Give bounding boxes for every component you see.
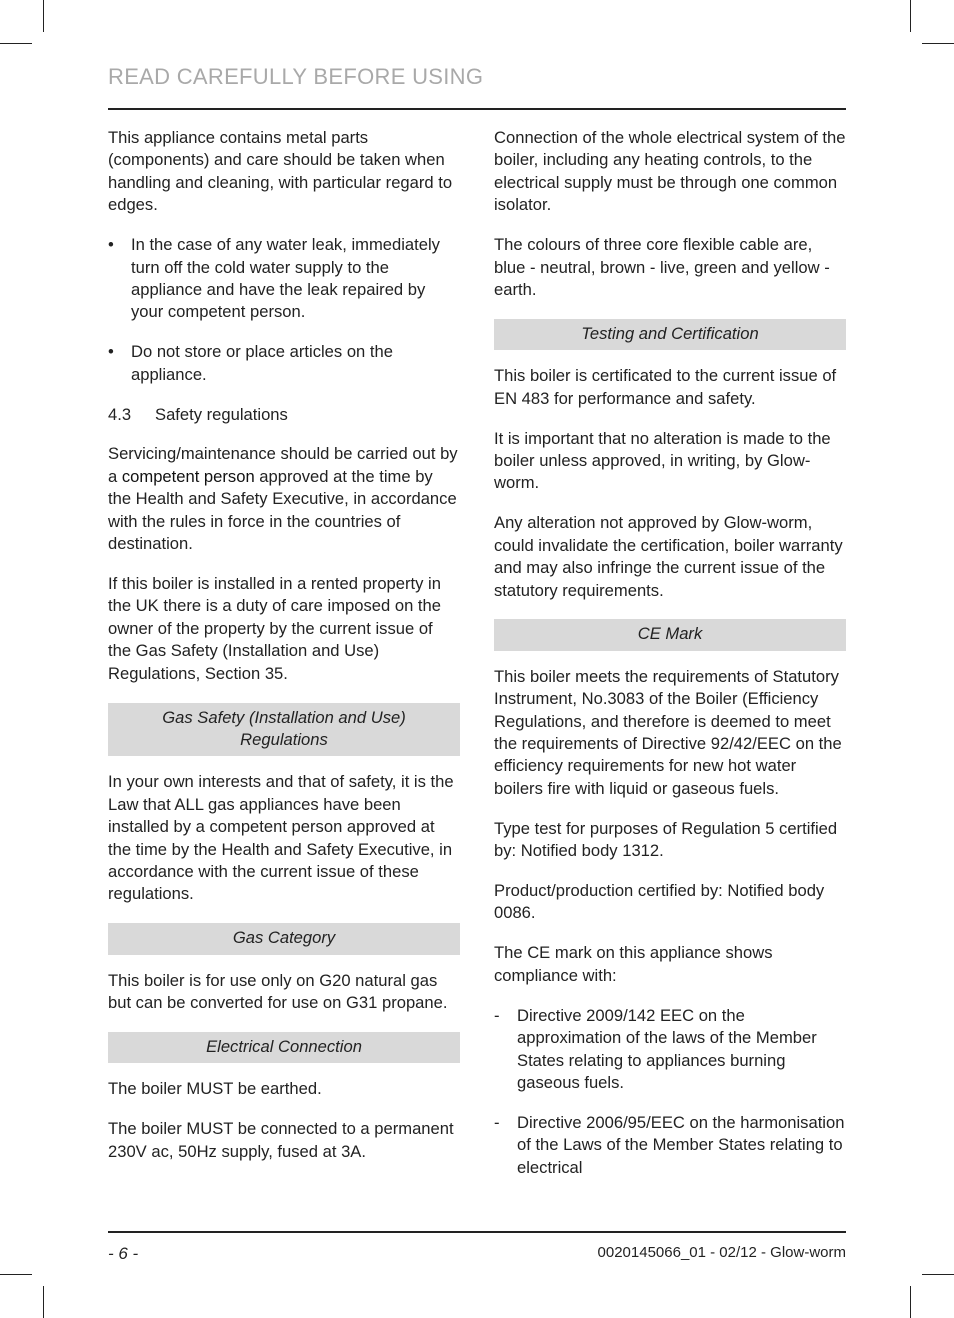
- dash-mark: -: [494, 1112, 500, 1132]
- crop-mark: [43, 0, 44, 32]
- certificated-paragraph: This boiler is certificated to the current issue of EN 483 for performance and safety.: [494, 366, 837, 408]
- list-item: [494, 1112, 846, 1179]
- competent-person-emphasis: competent person: [121, 466, 255, 486]
- rented-property-paragraph: If this boiler is installed in a rented property in the UK there is a duty of care imposed on the owner of the property by the current issue of the Gas Safety (Installation and Use) Regulations, Section 35.: [108, 574, 441, 683]
- crop-mark: [43, 1286, 44, 1318]
- earthed-paragraph: The boiler MUST be earthed.: [108, 1079, 322, 1099]
- bullet-mark: •: [108, 342, 114, 362]
- alteration-paragraph: It is important that no alteration is made to the boiler unless approved, in writing, by Glow-worm.: [494, 428, 831, 493]
- crop-mark: [0, 43, 32, 44]
- directive-text: Directive 2009/142 EEC on the approximation of the laws of the Member States relating to appliances burning gaseous fuels.: [517, 1005, 817, 1092]
- gas-safety-heading-line2: Regulations: [240, 729, 328, 749]
- intro-paragraph: This appliance contains metal parts (components) and care should be taken when handling and cleaning, with particular regard to edges.: [108, 128, 453, 215]
- gas-safety-heading-band: [108, 703, 460, 757]
- list-item: [108, 234, 460, 324]
- ce-compliance-paragraph: The CE mark on this appliance shows compliance with:: [494, 943, 773, 985]
- page-header-title: READ CAREFULLY BEFORE USING: [108, 64, 484, 89]
- gas-category-heading-band: Gas Category: [108, 923, 460, 954]
- isolator-paragraph: Connection of the whole electrical system of the boiler, including any heating controls, to the electrical supply must be through one common isolator.: [494, 128, 846, 215]
- gas-safety-heading-line1: Gas Safety (Installation and Use): [162, 707, 406, 727]
- servicing-text-end: approved at the time by the Health and Safety Executive, in accordance with the rules in force in the countries of destination.: [108, 466, 457, 554]
- section-title: Safety regulations: [155, 404, 288, 424]
- header-divider: [108, 108, 846, 110]
- cable-colours-paragraph: The colours of three core flexible cable are, blue - neutral, brown - live, green and yellow - earth.: [494, 235, 830, 299]
- requirements-paragraph: This boiler meets the requirements of Statutory Instrument, No.3083 of the Boiler (Efficiency Regulations, and therefore is deemed to meet the requirements of Directive 92/42/EEC on the efficiency requirements for new hot water boilers fire with liquid or gaseous fuels.: [494, 666, 842, 798]
- supply-paragraph: The boiler MUST be connected to a permanent 230V ac, 50Hz supply, fused at 3A.: [108, 1119, 454, 1161]
- crop-mark: [910, 0, 911, 32]
- type-test-paragraph: Type test for purposes of Regulation 5 certified by: Notified body 1312.: [494, 818, 838, 861]
- ce-mark-heading-band: CE Mark: [494, 619, 846, 650]
- servicing-paragraph: [108, 443, 460, 555]
- bullet-text: In the case of any water leak, immediately turn off the cold water supply to the appliance and have the leak repaired by your competent person.: [131, 235, 440, 322]
- crop-mark: [910, 1286, 911, 1318]
- gas-category-paragraph: This boiler is for use only on G20 natural gas but can be converted for use on G31 propane.: [108, 970, 448, 1013]
- gas-safety-paragraph: In your own interests and that of safety, it is the Law that ALL gas appliances have been installed by a competent person approved at the time by the Health and Safety Executive, in accordance with the current issue of these regulations.: [108, 772, 454, 904]
- section-heading: [108, 404, 460, 426]
- document-reference: 0020145066_01 - 02/12 - Glow-worm: [597, 1244, 846, 1261]
- bullet-mark: •: [108, 235, 114, 255]
- servicing-text-start: Servicing/maintenance should be carried out by a: [108, 444, 458, 486]
- footer-divider: [108, 1231, 846, 1233]
- invalidate-paragraph: Any alteration not approved by Glow-worm, could invalidate the certification, boiler warranty and may also infringe the current issue of the statutory requirements.: [494, 513, 843, 600]
- dash-mark: -: [494, 1005, 500, 1025]
- crop-mark: [922, 43, 954, 44]
- directive-text: Directive 2006/95/EEC on the harmonisation of the Laws of the Member States relating to electrical: [517, 1112, 845, 1177]
- production-paragraph: Product/production certified by: Notified body 0086.: [494, 881, 825, 923]
- electrical-connection-heading-band: Electrical Connection: [108, 1032, 460, 1063]
- crop-mark: [922, 1274, 954, 1275]
- section-number: 4.3: [108, 404, 132, 424]
- crop-mark: [0, 1274, 32, 1275]
- bullet-text: Do not store or place articles on the appliance.: [131, 342, 393, 384]
- list-item: [494, 1005, 846, 1095]
- testing-certification-heading-band: Testing and Certification: [494, 319, 846, 350]
- right-column: [494, 127, 846, 1197]
- left-column: [108, 127, 460, 1181]
- page-number: - 6 -: [108, 1244, 139, 1263]
- list-item: [108, 341, 460, 386]
